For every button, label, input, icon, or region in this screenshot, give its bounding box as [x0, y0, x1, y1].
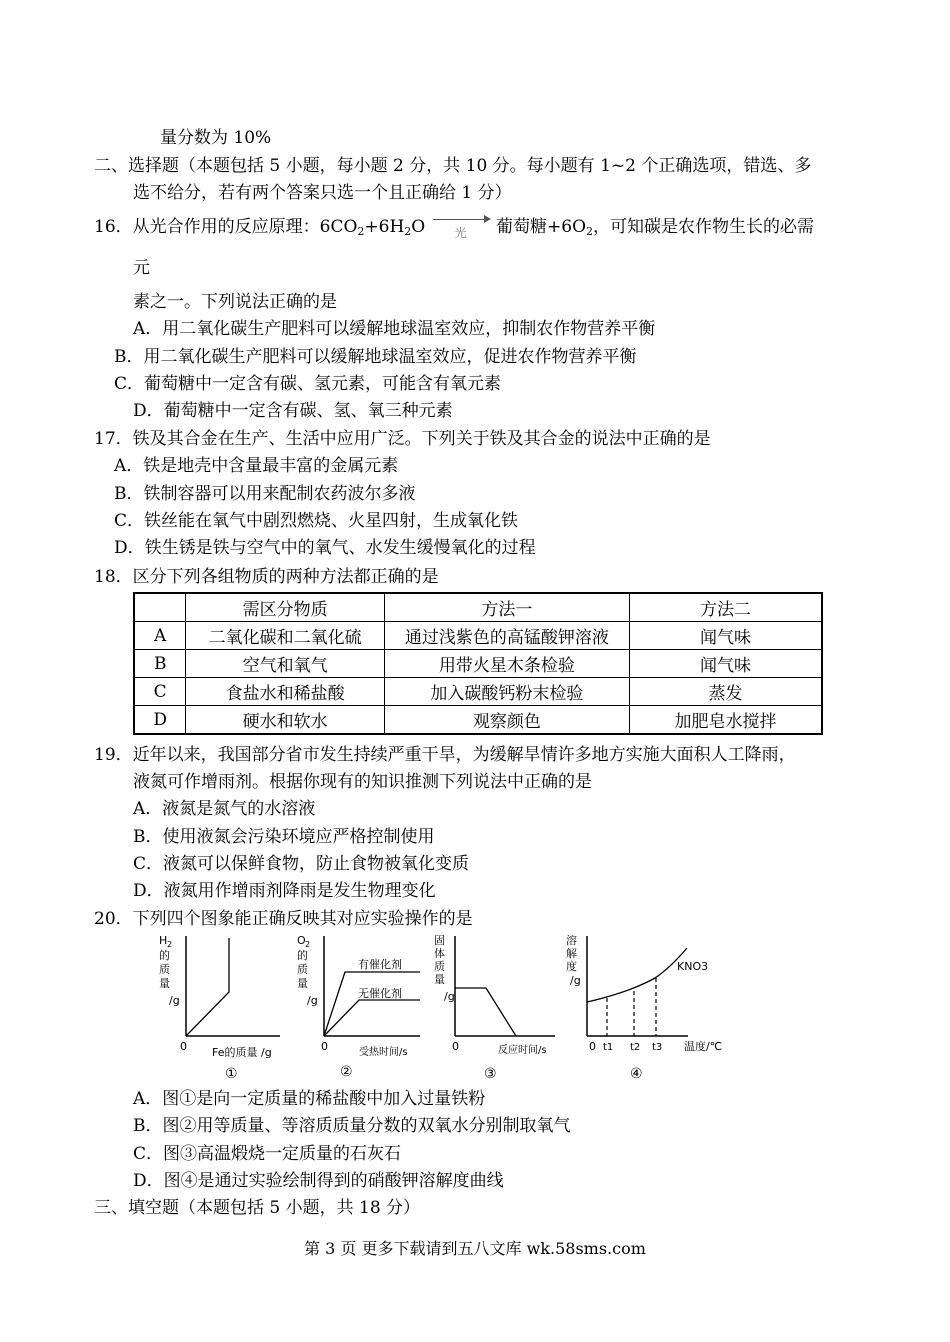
y-label: 固 — [434, 934, 445, 947]
table-header-cell: 方法一 — [384, 593, 629, 622]
option-b: B．铁制容器可以用来配制农药波尔多液 — [114, 484, 416, 504]
table-cell: 蒸发 — [630, 678, 822, 706]
option-b: B．图②用等质量、等溶质质量分数的双氧水分别制取氧气 — [133, 1116, 571, 1136]
table-cell: 闻气味 — [630, 622, 822, 650]
section-heading: 二、选择题（本题包括 5 小题，每小题 2 分，共 10 分。每小题有 1~2 个正确选项，错选、多 — [94, 156, 812, 176]
y-label: 度 — [566, 960, 577, 973]
origin-label: 0 — [321, 1040, 328, 1053]
table-cell: 空气和氧气 — [186, 650, 384, 678]
option-d: D．液氮用作增雨剂降雨是发生物理变化 — [133, 881, 436, 901]
table-header-cell — [134, 593, 186, 622]
table-cell: D — [134, 706, 186, 735]
option-b: B．使用液氮会污染环境应严格控制使用 — [133, 827, 435, 847]
table-cell: 加肥皂水搅拌 — [630, 706, 822, 735]
table-cell: 通过浅紫色的高锰酸钾溶液 — [384, 622, 629, 650]
table-cell: 闻气味 — [630, 650, 822, 678]
question-17-stem: 17．铁及其合金在生产、生活中应用广泛。下列关于铁及其合金的说法中正确的是 — [94, 429, 711, 449]
table-row — [134, 650, 822, 678]
table-cell: 食盐水和稀盐酸 — [186, 678, 384, 706]
data-line — [186, 938, 229, 1036]
option-c: C．铁丝能在氧气中剧烈燃烧、火星四射，生成氧化铁 — [114, 511, 519, 531]
reaction-condition: 光 — [454, 226, 467, 240]
q16-sub: 2 — [586, 225, 594, 238]
table-header-row — [134, 593, 822, 622]
question-19-stem-cont: 液氮可作增雨剂。根据你现有的知识推测下列说法中正确的是 — [133, 772, 592, 792]
option-b: B．用二氧化碳生产肥料可以缓解地球温室效应，促进农作物营养平衡 — [114, 347, 637, 367]
graph-number: ③ — [484, 1066, 497, 1082]
option-d: D．葡萄糖中一定含有碳、氢、氧三种元素 — [133, 401, 453, 421]
q16-sub: 2 — [404, 225, 412, 238]
option-c: C．图③高温煅烧一定质量的石灰石 — [133, 1144, 402, 1164]
page-footer: 第 3 页 更多下载请到五八文库 wk.58sms.com — [304, 1239, 646, 1258]
q16-rest: ，可知碳是农作物生长的必需 — [593, 217, 815, 237]
y-label: 量 — [159, 977, 170, 990]
y-label: /g — [307, 994, 318, 1007]
table-cell: A — [134, 622, 186, 650]
graph-3 — [430, 932, 570, 1082]
y-label: 量 — [434, 973, 445, 986]
graph-number: ① — [225, 1066, 238, 1082]
origin-label: 0 — [589, 1040, 596, 1053]
option-d: D．铁生锈是铁与空气中的氧气、水发生缓慢氧化的过程 — [114, 538, 536, 558]
question-19-stem: 19．近年以来，我国部分省市发生持续严重干旱，为缓解旱情许多地方实施大面积人工降雨， — [94, 745, 796, 765]
tick-label: t3 — [652, 1042, 663, 1053]
reaction-arrow — [431, 216, 491, 238]
table-header-cell: 方法二 — [630, 593, 822, 622]
tick-label: t2 — [630, 1042, 641, 1053]
x-label: Fe的质量 /g — [212, 1046, 272, 1059]
y-label: /g — [169, 994, 180, 1007]
data-line — [455, 988, 516, 1036]
curve-with-catalyst — [324, 972, 420, 1036]
option-d: D．图④是通过实验绘制得到的硝酸钾溶解度曲线 — [133, 1171, 504, 1191]
y-label: 体 — [434, 947, 445, 960]
x-label: 温度/℃ — [684, 1040, 723, 1053]
y-label: 溶 — [566, 934, 577, 947]
graph-number: ④ — [630, 1066, 643, 1082]
option-a: A．图①是向一定质量的稀盐酸中加入过量铁粉 — [133, 1089, 486, 1109]
option-c: C．葡萄糖中一定含有碳、氢元素，可能含有氧元素 — [114, 374, 502, 394]
table-cell: C — [134, 678, 186, 706]
y-label: 质 — [434, 960, 445, 973]
y-label: 的 — [297, 949, 308, 962]
table-row — [134, 706, 822, 735]
q16-plus: +6H — [364, 217, 405, 237]
graph-4 — [560, 932, 740, 1082]
q16-suffix: 葡萄糖+6O — [496, 217, 587, 237]
table-cell: 用带火星木条检验 — [384, 650, 629, 678]
y-label: 2 — [305, 940, 311, 949]
question-16-stem — [94, 216, 814, 243]
curve-label: 无催化剂 — [358, 987, 402, 1000]
y-label: H — [159, 934, 168, 947]
y-label: 量 — [297, 977, 308, 990]
y-label: 质 — [297, 963, 308, 976]
graph-number: ② — [340, 1064, 353, 1080]
option-a: A．铁是地壳中含量最丰富的金属元素 — [114, 456, 399, 476]
origin-label: 0 — [180, 1040, 187, 1053]
table-cell: 观察颜色 — [384, 706, 629, 735]
q16-sub: 2 — [357, 225, 365, 238]
y-label: 质 — [159, 963, 170, 976]
comparison-table — [133, 592, 823, 735]
graph-1 — [155, 932, 305, 1082]
q16-stem2: 素之一。下列说法正确的是 — [133, 292, 337, 312]
option-a: A．液氮是氮气的水溶液 — [133, 799, 316, 819]
table-cell: 二氧化碳和二氧化硫 — [186, 622, 384, 650]
q16-prefix: 16．从光合作用的反应原理：6CO — [94, 217, 358, 237]
q16-o: O — [411, 217, 426, 237]
table-cell: 硬水和软水 — [186, 706, 384, 735]
curve-label: KNO3 — [677, 960, 709, 973]
table-header-cell: 需区分物质 — [186, 593, 384, 622]
y-label: /g — [444, 990, 455, 1003]
section-heading: 三、填空题（本题包括 5 小题，共 18 分） — [94, 1198, 421, 1218]
table-row — [134, 622, 822, 650]
question-18-stem: 18．区分下列各组物质的两种方法都正确的是 — [94, 567, 439, 587]
option-a: A．用二氧化碳生产肥料可以缓解地球温室效应，抑制农作物营养平衡 — [133, 319, 656, 339]
x-label: 受热时间/s — [359, 1047, 408, 1058]
x-label: 反应时间/s — [498, 1045, 547, 1056]
tick-label: t1 — [603, 1042, 614, 1053]
q16-wrap: 元 — [133, 258, 150, 278]
continued-text: 量分数为 10% — [160, 128, 272, 148]
graph-2 — [295, 932, 435, 1082]
solubility-curve — [587, 948, 687, 1002]
curve-without-catalyst — [324, 1000, 420, 1036]
y-label: 解 — [566, 947, 577, 960]
table-row — [134, 678, 822, 706]
y-label: 2 — [167, 940, 173, 949]
y-label: /g — [570, 974, 581, 987]
option-c: C．液氮可以保鲜食物，防止食物被氧化变质 — [133, 854, 470, 874]
origin-label: 0 — [452, 1040, 459, 1053]
y-label: O — [297, 934, 306, 947]
y-label: 的 — [159, 949, 170, 962]
arrow-line — [433, 219, 487, 220]
curve-label: 有催化剂 — [358, 958, 402, 971]
table-cell: 加入碳酸钙粉末检验 — [384, 678, 629, 706]
table-cell: B — [134, 650, 186, 678]
section-heading-cont: 选不给分，若有两个答案只选一个且正确给 1 分） — [133, 183, 512, 203]
question-20-stem: 20．下列四个图象能正确反映其对应实验操作的是 — [94, 909, 473, 929]
